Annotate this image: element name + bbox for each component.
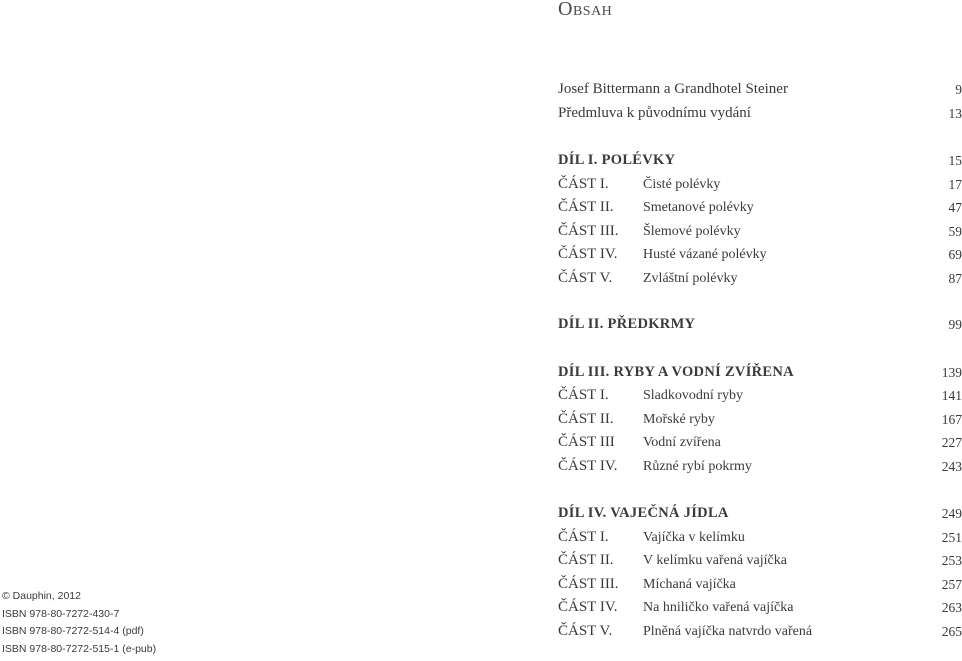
chapter-label: ČÁST II. (558, 410, 614, 427)
part-heading-label: DÍL II. PŘEDKRMY (558, 316, 696, 332)
part-heading-page: 99 (948, 317, 962, 332)
isbn-pdf: ISBN 978-80-7272-514-4 (pdf) (2, 625, 144, 637)
isbn-epub: ISBN 978-80-7272-515-1 (e-pub) (2, 642, 157, 655)
toc-chapter[interactable] (558, 526, 962, 550)
chapter-page: 243 (941, 458, 962, 474)
chapter-label: ČÁST V. (558, 269, 613, 286)
chapter-label: ČÁST III (558, 434, 615, 450)
chapter-label: ČÁST II. (558, 552, 614, 568)
chapter-title: Smetanové polévky (643, 200, 754, 215)
chapter-label: ČÁST I. (558, 175, 609, 192)
chapter-title: Šlemové polévky (643, 223, 741, 239)
chapter-page: 167 (941, 411, 962, 427)
chapter-page: 59 (948, 223, 962, 239)
toc-entry[interactable] (558, 78, 962, 102)
toc-chapter[interactable] (558, 549, 962, 573)
toc-chapter[interactable] (558, 620, 962, 644)
toc-chapter[interactable] (558, 196, 962, 220)
chapter-title: Vajíčka v kelímku (643, 529, 745, 545)
chapter-page: 141 (941, 388, 962, 403)
toc-entry-page: 9 (955, 82, 962, 97)
toc-chapter[interactable] (558, 243, 962, 267)
part-heading-page: 249 (941, 506, 962, 521)
chapter-label: ČÁST III. (558, 575, 619, 592)
chapter-page: 263 (941, 600, 962, 615)
toc-chapter[interactable] (558, 267, 962, 291)
chapter-label: ČÁST I. (558, 387, 609, 403)
chapter-title: Plněná vajíčka natvrdo vařená (643, 623, 813, 639)
toc-chapter[interactable] (558, 596, 962, 620)
part-heading-label: DÍL I. POLÉVKY (558, 152, 676, 168)
part-heading-label: DÍL III. RYBY A VODNÍ ZVÍŘENA (558, 363, 794, 380)
chapter-page: 227 (941, 435, 962, 450)
chapter-title: Mořské ryby (643, 411, 715, 427)
page-title: Obsah (558, 0, 613, 20)
chapter-title: Zvláštní polévky (643, 270, 738, 286)
chapter-title: Míchaná vajíčka (643, 576, 736, 592)
isbn-print: ISBN 978-80-7272-430-7 (2, 607, 120, 620)
chapter-label: ČÁST III. (558, 222, 619, 239)
toc-part-heading[interactable] (558, 502, 962, 526)
chapter-label: ČÁST II. (558, 199, 614, 215)
chapter-title: Sladkovodní ryby (643, 388, 743, 403)
part-heading-label: DÍL IV. VAJEČNÁ JÍDLA (558, 505, 729, 521)
chapter-title: Husté vázané polévky (643, 247, 767, 262)
chapter-page: 69 (948, 247, 962, 262)
toc-part-heading[interactable] (558, 361, 962, 385)
part-heading-page: 139 (941, 364, 962, 380)
chapter-page: 251 (941, 529, 962, 545)
toc-entry-page: 13 (948, 105, 962, 121)
chapter-title: Na hniličko vařená vajíčka (643, 600, 794, 615)
toc-part-heading[interactable] (558, 149, 962, 173)
toc-part-heading[interactable] (558, 313, 962, 337)
chapter-page: 257 (941, 576, 962, 592)
toc-chapter[interactable] (558, 408, 962, 432)
toc-chapter[interactable] (558, 455, 962, 479)
chapter-page: 253 (941, 553, 962, 568)
chapter-label: ČÁST IV. (558, 599, 618, 615)
chapter-label: ČÁST V. (558, 622, 613, 639)
part-heading-page: 15 (948, 153, 962, 168)
chapter-page: 87 (948, 270, 962, 286)
chapter-page: 47 (948, 200, 962, 215)
chapter-title: Vodní zvířena (643, 435, 721, 450)
toc-chapter[interactable] (558, 220, 962, 244)
toc-entry-title: Předmluva k původnímu vydání (558, 104, 751, 121)
chapter-title: Různé rybí pokrmy (643, 458, 752, 474)
toc-chapter[interactable] (558, 173, 962, 197)
copyright-notice: © Dauphin, 2012 (2, 590, 81, 602)
chapter-title: V kelímku vařená vajíčka (643, 553, 787, 568)
table-of-contents (558, 78, 962, 643)
chapter-label: ČÁST IV. (558, 457, 618, 474)
chapter-title: Čisté polévky (643, 176, 721, 192)
chapter-page: 17 (948, 176, 962, 192)
toc-entry-title: Josef Bittermann a Grandhotel Steiner (558, 81, 788, 97)
toc-chapter[interactable] (558, 431, 962, 455)
toc-entry[interactable] (558, 102, 962, 126)
toc-chapter[interactable] (558, 573, 962, 597)
chapter-label: ČÁST IV. (558, 246, 618, 262)
imprint (2, 588, 156, 658)
toc-chapter[interactable] (558, 384, 962, 408)
chapter-page: 265 (941, 623, 962, 639)
chapter-label: ČÁST I. (558, 528, 609, 545)
